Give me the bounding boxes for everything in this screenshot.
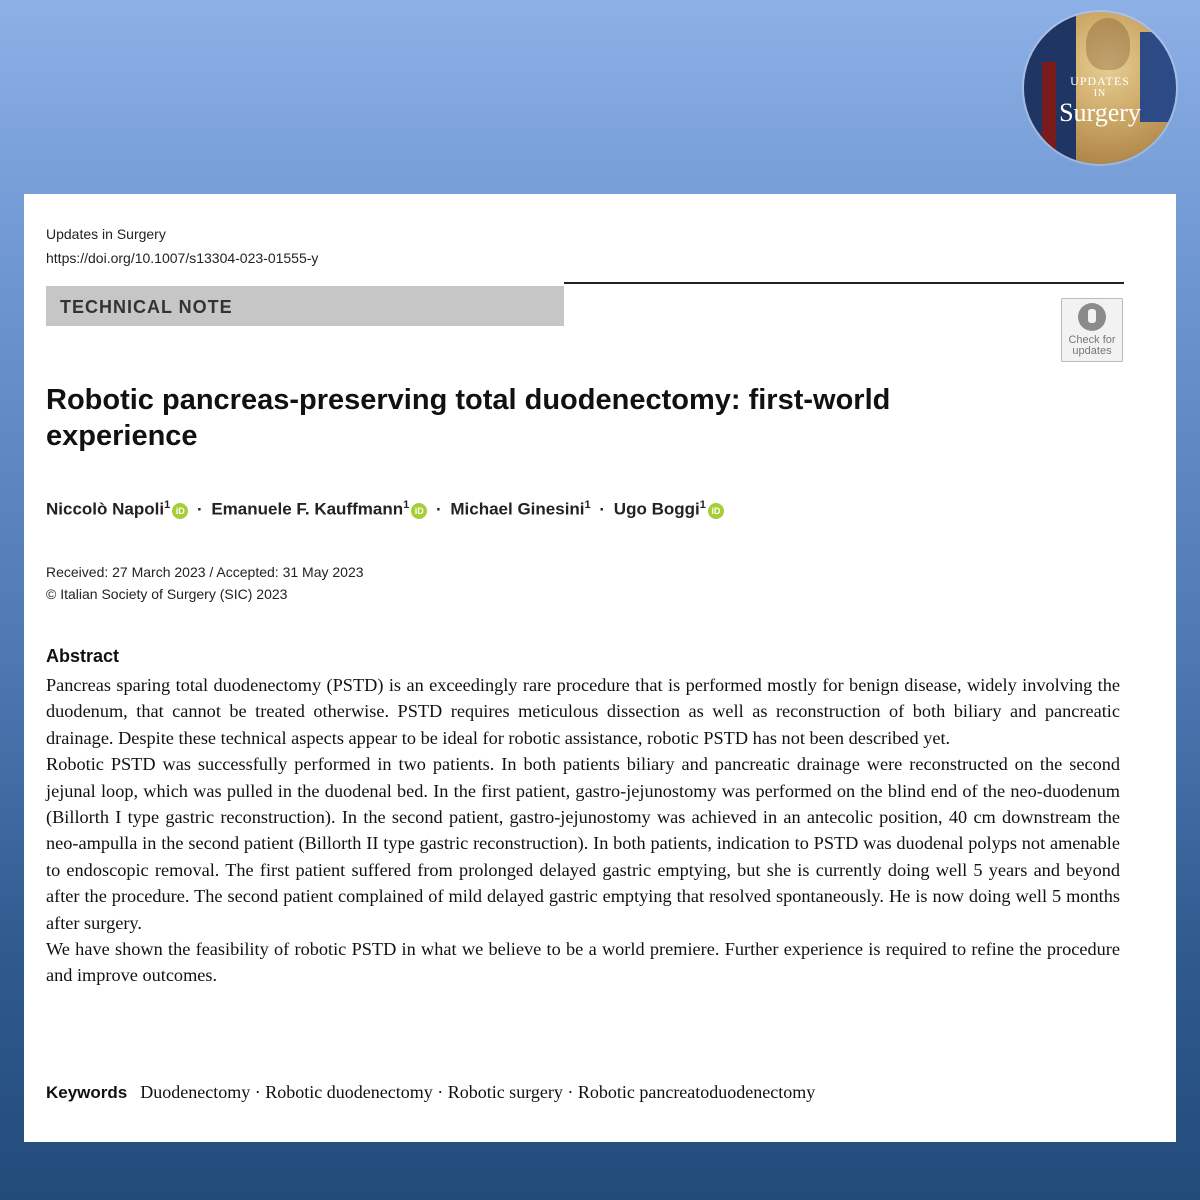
logo-figure-icon: [1086, 18, 1130, 70]
author-affiliation: 1: [403, 499, 410, 511]
article-title: Robotic pancreas-preserving total duodenectomy: first-world experience: [46, 384, 891, 452]
journal-name: Updates in Surgery: [46, 226, 166, 242]
check-updates-icon: [1078, 303, 1106, 331]
abstract-heading: Abstract: [46, 646, 120, 666]
author-name[interactable]: Ugo Boggi: [613, 499, 700, 519]
paper-page: [24, 194, 1176, 1142]
abstract-paragraph: We have shown the feasibility of robotic PSTD in what we believe to be a world premiere. Further experience is required to refine the procedure and improve outcomes.: [46, 939, 1120, 986]
article-type-label: TECHNICAL NOTE: [60, 297, 233, 317]
abstract-paragraph: Robotic PSTD was successfully performed in two patients. In both patients biliary and pancreatic drainage were reconstructed on the second jejunal loop, which was pulled in the duodenal bed. In the first patient, gastro-jejunostomy was performed on the blind end of the neo-duodenum (Billorth I type gastric reconstruction). In the second patient, gastro-jejunostomy was achieved in an antecolic position, 40 cm downstream the neo-ampulla in the second patient (Billorth II type gastric reconstruction). In both patients, indication to PSTD was duodenal polyps not amenable to endoscopic removal. The first patient suffered from prolonged delayed gastric emptying, but she is currently doing well 5 years and beyond after the procedure. The second patient complained of mild delayed gastric emptying that resolved spontaneously. He is now doing well 5 months after surgery.: [46, 754, 1120, 933]
author-affiliation: 1: [164, 499, 171, 511]
header-rule: [564, 282, 1124, 284]
journal-logo: [1024, 12, 1176, 164]
logo-text-updates: UPDATES: [1070, 74, 1130, 88]
check-updates-label: updates: [1072, 345, 1112, 357]
copyright-notice: © Italian Society of Surgery (SIC) 2023: [46, 586, 288, 602]
abstract-body: [46, 672, 1120, 989]
received-accepted-dates: Received: 27 March 2023 / Accepted: 31 May 2023: [46, 564, 364, 580]
orcid-icon[interactable]: iD: [411, 503, 427, 519]
article-type-banner: [46, 286, 564, 326]
logo-text-surgery: Surgery: [1059, 98, 1141, 127]
check-updates-label: Check for: [1068, 334, 1116, 346]
keywords-label: Keywords: [46, 1083, 128, 1102]
abstract-paragraph: Pancreas sparing total duodenectomy (PSTD) is an exceedingly rare procedure that is performed mostly for benign disease, widely involving the duodenum, that cannot be treated otherwise. PSTD requires meticulous dissection as well as reconstruction of both biliary and pancreatic drainage. Despite these technical aspects appear to be ideal for robotic assistance, robotic PSTD has not been described yet.: [46, 675, 1120, 748]
author-name[interactable]: Niccolò Napoli: [46, 499, 165, 519]
author-separator: ·: [435, 499, 442, 519]
author-name[interactable]: Emanuele F. Kauffmann: [211, 499, 404, 519]
author-separator: ·: [599, 499, 606, 519]
author-affiliation: 1: [699, 499, 706, 511]
author-list: [46, 499, 724, 520]
author-separator: ·: [196, 499, 203, 519]
doi-link[interactable]: https://doi.org/10.1007/s13304-023-01555-y: [46, 250, 319, 266]
check-for-updates-button[interactable]: [1061, 298, 1123, 362]
logo-text-in: IN: [1093, 88, 1107, 99]
keywords-line: [46, 1082, 815, 1103]
author-name[interactable]: Michael Ginesini: [450, 499, 585, 519]
author-affiliation: 1: [584, 499, 591, 511]
orcid-icon[interactable]: iD: [708, 503, 724, 519]
keywords-list: Duodenectomy · Robotic duodenectomy · Robotic surgery · Robotic pancreatoduodenectomy: [140, 1082, 816, 1102]
orcid-icon[interactable]: iD: [172, 503, 188, 519]
